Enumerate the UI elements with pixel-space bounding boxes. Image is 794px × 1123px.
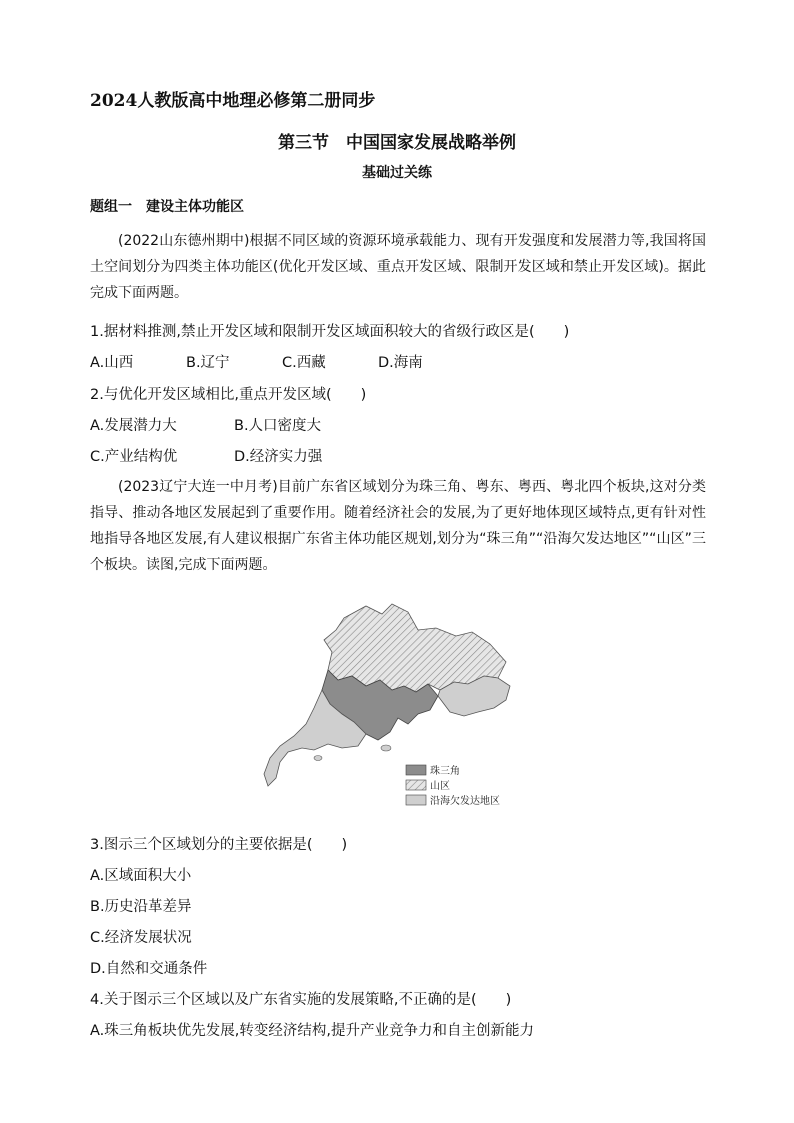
island-shape bbox=[381, 745, 391, 751]
section-title: 第三节 中国国家发展战略举例 bbox=[278, 133, 516, 153]
question-2-option-d: D.经济实力强 bbox=[234, 449, 323, 465]
question-group-title: 题组一 建设主体功能区 bbox=[90, 199, 244, 215]
question-2-option-b: B.人口密度大 bbox=[234, 418, 322, 434]
legend-label-pearl: 珠三角 bbox=[430, 766, 460, 777]
question-1-option-d: D.海南 bbox=[378, 355, 423, 371]
question-3-option-c: C.经济发展状况 bbox=[90, 930, 192, 946]
question-4-option-a: A.珠三角板块优先发展,转变经济结构,提升产业竞争力和自主创新能力 bbox=[90, 1023, 534, 1039]
question-2-option-a: A.发展潜力大 bbox=[90, 418, 177, 434]
question-2-options-row-2 bbox=[90, 445, 322, 466]
sub-title: 基础过关练 bbox=[362, 165, 432, 181]
question-3-option-d: D.自然和交通条件 bbox=[90, 961, 208, 977]
question-1-options bbox=[90, 351, 423, 372]
legend-swatch-mountain bbox=[406, 780, 426, 790]
question-1-stem: 1.据材料推测,禁止开发区域和限制开发区域面积较大的省级行政区是( ) bbox=[90, 324, 570, 340]
legend-label-mountain: 山区 bbox=[430, 781, 450, 792]
island-shape bbox=[314, 756, 322, 761]
document-title: 2024人教版高中地理必修第二册同步 bbox=[90, 91, 376, 111]
question-1-option-a: A.山西 bbox=[90, 355, 134, 371]
question-1-option-c: C.西藏 bbox=[282, 355, 326, 371]
question-3-stem: 3.图示三个区域划分的主要依据是( ) bbox=[90, 837, 348, 853]
question-3-option-a: A.区域面积大小 bbox=[90, 868, 192, 884]
passage-1: (2022山东德州期中)根据不同区域的资源环境承载能力、现有开发强度和发展潜力等,我国将国土空间划分为四类主体功能区(优化开发区域、重点开发区域、限制开发区域和禁止开发区域)。据此完成下面两题。 bbox=[90, 233, 706, 301]
guangdong-region-map bbox=[258, 600, 538, 820]
question-2-stem: 2.与优化开发区域相比,重点开发区域( ) bbox=[90, 387, 367, 403]
question-4-stem: 4.关于图示三个区域以及广东省实施的发展策略,不正确的是( ) bbox=[90, 992, 512, 1008]
legend-label-coastal: 沿海欠发达地区 bbox=[430, 796, 500, 807]
question-2-option-c: C.产业结构优 bbox=[90, 449, 178, 465]
passage-2: (2023辽宁大连一中月考)目前广东省区域划分为珠三角、粤东、粤西、粤北四个板块,这对分类指导、推动各地区发展起到了重要作用。随着经济社会的发展,为了更好地体现区域特点,更有针对性地指导各地区发展,有人建议根据广东省主体功能区规划,划分为“珠三角”“沿海欠发达地区”“山区”三个板块。读图,完成下面两题。 bbox=[90, 479, 706, 573]
question-1-option-b: B.辽宁 bbox=[186, 355, 230, 371]
legend-swatch-pearl bbox=[406, 765, 426, 775]
legend-swatch-coastal bbox=[406, 795, 426, 805]
question-3-option-b: B.历史沿革差异 bbox=[90, 899, 192, 915]
question-2-options-row-1 bbox=[90, 414, 321, 435]
